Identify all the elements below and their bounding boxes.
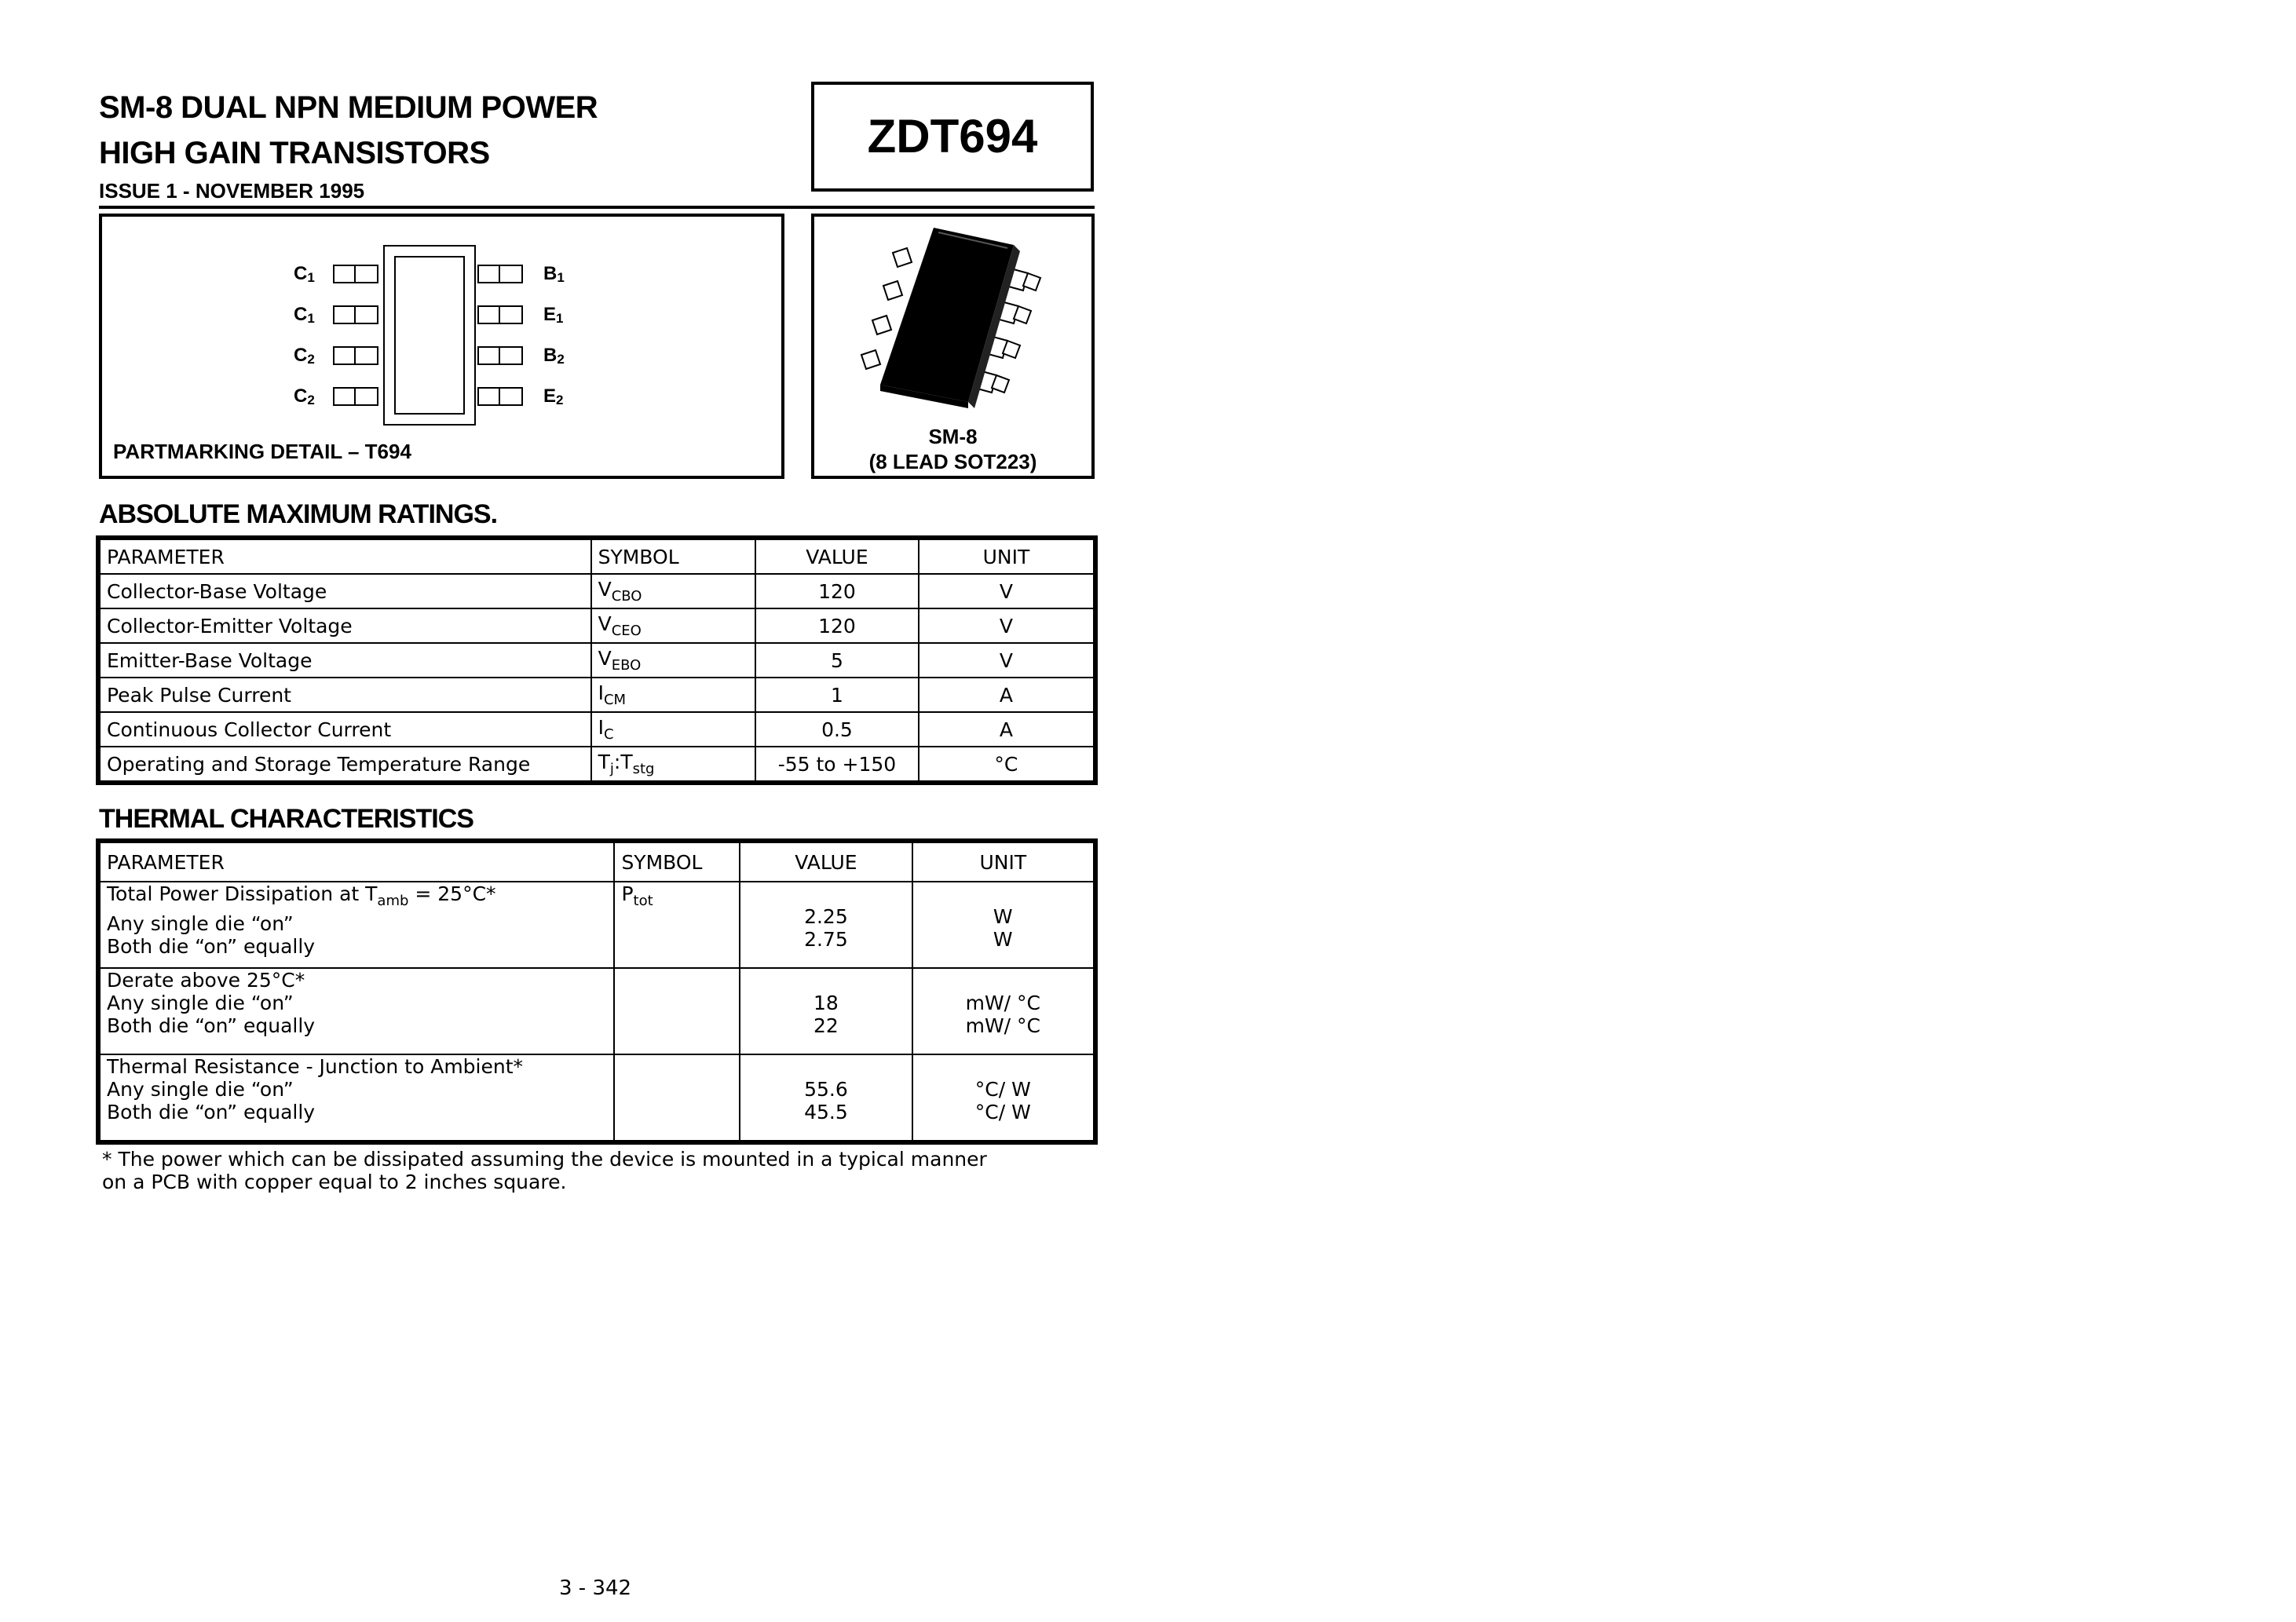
symbol-cell: $I_{CM}$ bbox=[591, 678, 755, 712]
parameter-cell: Thermal Resistance - Junction to Ambient* Any single die “on” Both die “on” equally bbox=[100, 1054, 614, 1141]
parameter-cell: Peak Pulse Current bbox=[100, 678, 591, 712]
pin-label-b2: $B_2$ bbox=[543, 345, 565, 367]
pin-label-e2: $E_2$ bbox=[543, 385, 564, 407]
symbol-cell: $V_{CBO}$ bbox=[591, 574, 755, 608]
header-symbol: SYMBOL bbox=[614, 842, 740, 882]
value-cell: 2.25 2.75 bbox=[740, 882, 912, 968]
unit-cell: mW/ °C mW/ °C bbox=[912, 968, 1094, 1054]
header-rule bbox=[99, 206, 1095, 209]
symbol-cell: $I_C$ bbox=[591, 712, 755, 747]
table-row bbox=[100, 678, 1094, 712]
pin-pad-c2b bbox=[333, 387, 378, 406]
part-number-box bbox=[811, 82, 1094, 192]
unit-cell: W W bbox=[912, 882, 1094, 968]
pin-pad-b2 bbox=[477, 346, 523, 365]
pinout-box bbox=[99, 214, 784, 479]
package-outline bbox=[383, 245, 476, 426]
table-row bbox=[100, 747, 1094, 781]
unit-cell: °C/ W °C/ W bbox=[912, 1054, 1094, 1141]
value-cell: 18 22 bbox=[740, 968, 912, 1054]
table-row bbox=[100, 643, 1094, 678]
value-cell: 120 bbox=[755, 608, 919, 643]
document-title bbox=[99, 85, 598, 176]
table-row bbox=[100, 1054, 1094, 1141]
header-unit: UNIT bbox=[919, 539, 1094, 574]
package-name: SM-8 bbox=[928, 425, 978, 448]
value-cell: 5 bbox=[755, 643, 919, 678]
pin-label-b1: $B_1$ bbox=[543, 263, 565, 285]
abs-max-heading: ABSOLUTE MAXIMUM RATINGS. bbox=[99, 499, 498, 529]
sot223-package-icon bbox=[814, 217, 1091, 413]
header-symbol: SYMBOL bbox=[591, 539, 755, 574]
parameter-cell: Collector-Base Voltage bbox=[100, 574, 591, 608]
parameter-cell: Operating and Storage Temperature Range bbox=[100, 747, 591, 781]
pin-pad-c2a bbox=[333, 346, 378, 365]
pin-pad-c1a bbox=[333, 265, 378, 283]
parameter-cell: Emitter-Base Voltage bbox=[100, 643, 591, 678]
title-line-2: HIGH GAIN TRANSISTORS bbox=[99, 136, 490, 170]
abs-max-table bbox=[99, 539, 1095, 782]
unit-cell: V bbox=[919, 574, 1094, 608]
pin-pad-e1 bbox=[477, 305, 523, 324]
header-value: VALUE bbox=[755, 539, 919, 574]
table-row bbox=[100, 968, 1094, 1054]
package-desc: (8 LEAD SOT223) bbox=[868, 450, 1037, 473]
pin-pad-e2 bbox=[477, 387, 523, 406]
symbol-cell bbox=[614, 968, 740, 1054]
issue-date: ISSUE 1 - NOVEMBER 1995 bbox=[99, 179, 365, 203]
pin-pad-b1 bbox=[477, 265, 523, 283]
table-row bbox=[100, 574, 1094, 608]
pin-pad-c1b bbox=[333, 305, 378, 324]
table-header-row bbox=[100, 842, 1094, 882]
thermal-footnote: * The power which can be dissipated assuming the device is mounted in a typical manner on a PCB with copper equal to 2 inches square. bbox=[102, 1148, 987, 1193]
value-cell: 1 bbox=[755, 678, 919, 712]
header-parameter: PARAMETER bbox=[100, 842, 614, 882]
header-value: VALUE bbox=[740, 842, 912, 882]
unit-cell: °C bbox=[919, 747, 1094, 781]
value-cell: 120 bbox=[755, 574, 919, 608]
pin-label-c2a: $C_2$ bbox=[294, 345, 315, 367]
pin-label-c1b: $C_1$ bbox=[294, 304, 315, 326]
value-cell: 55.6 45.5 bbox=[740, 1054, 912, 1141]
pin-label-e1: $E_1$ bbox=[543, 304, 564, 326]
symbol-cell bbox=[614, 1054, 740, 1141]
part-number: ZDT694 bbox=[867, 110, 1038, 163]
package-die bbox=[394, 256, 465, 415]
parameter-cell: Total Power Dissipation at $T_{amb} = 25^\circ C*$ Any single die “on” Both die “on” equally bbox=[100, 882, 614, 968]
package-image-box bbox=[811, 214, 1095, 479]
value-cell: 0.5 bbox=[755, 712, 919, 747]
pin-label-c1a: $C_1$ bbox=[294, 263, 315, 285]
table-row bbox=[100, 608, 1094, 643]
header-parameter: PARAMETER bbox=[100, 539, 591, 574]
thermal-heading: THERMAL CHARACTERISTICS bbox=[99, 804, 473, 834]
symbol-cell: $P_{tot}$ bbox=[614, 882, 740, 968]
pin-label-c2b: $C_2$ bbox=[294, 385, 315, 407]
unit-cell: V bbox=[919, 608, 1094, 643]
title-line-1: SM-8 DUAL NPN MEDIUM POWER bbox=[99, 90, 598, 125]
table-header-row bbox=[100, 539, 1094, 574]
symbol-cell: $T_j:T_{stg}$ bbox=[591, 747, 755, 781]
symbol-cell: $V_{CEO}$ bbox=[591, 608, 755, 643]
page-number: 3 - 342 bbox=[559, 1576, 632, 1600]
partmarking-detail: PARTMARKING DETAIL – T694 bbox=[113, 440, 411, 463]
package-caption bbox=[814, 424, 1091, 474]
table-row bbox=[100, 712, 1094, 747]
thermal-table bbox=[99, 842, 1095, 1142]
parameter-cell: Continuous Collector Current bbox=[100, 712, 591, 747]
table-row bbox=[100, 882, 1094, 968]
parameter-cell: Derate above 25°C* Any single die “on” Both die “on” equally bbox=[100, 968, 614, 1054]
unit-cell: V bbox=[919, 643, 1094, 678]
symbol-cell: $V_{EBO}$ bbox=[591, 643, 755, 678]
parameter-cell: Collector-Emitter Voltage bbox=[100, 608, 591, 643]
unit-cell: A bbox=[919, 712, 1094, 747]
value-cell: -55 to +150 bbox=[755, 747, 919, 781]
header-unit: UNIT bbox=[912, 842, 1094, 882]
unit-cell: A bbox=[919, 678, 1094, 712]
